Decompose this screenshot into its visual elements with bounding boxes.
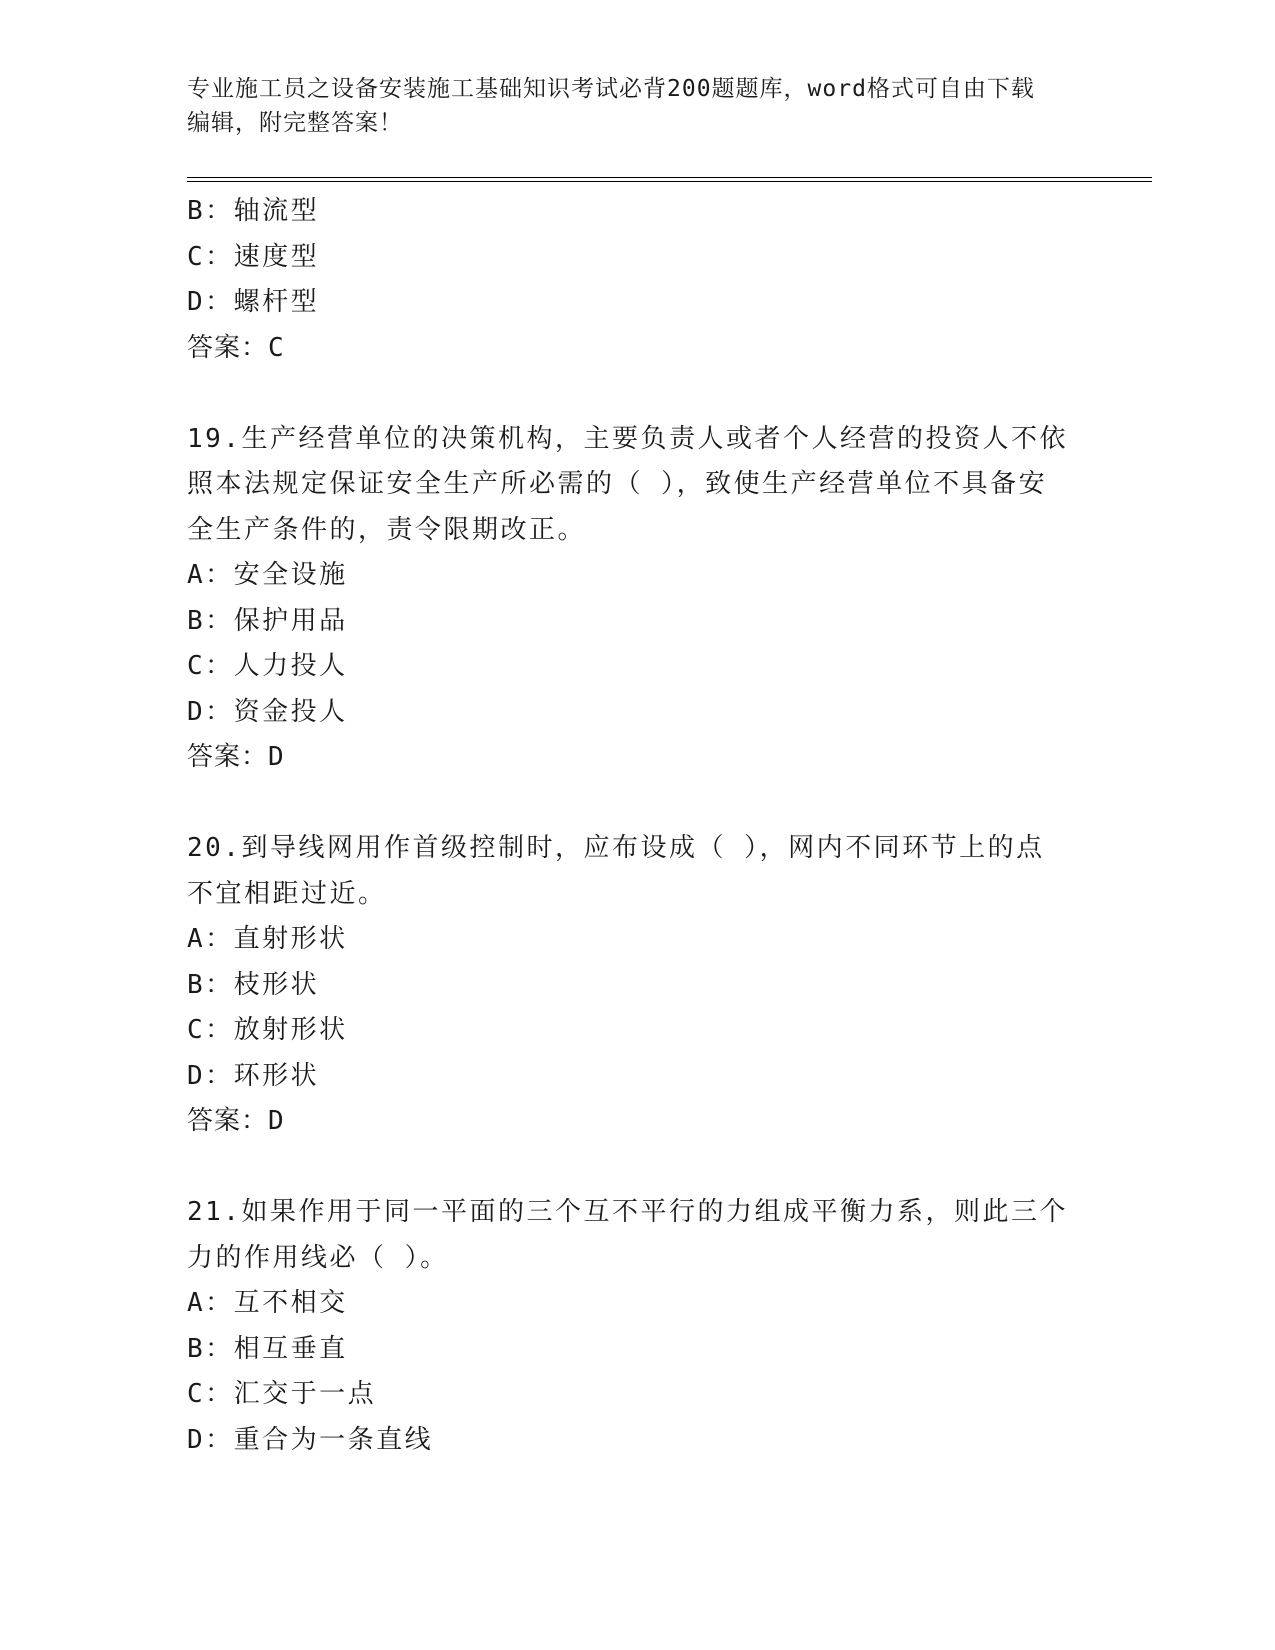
question-text-line: 20.到导线网用作首级控制时，应布设成（ ），网内不同环节上的点 <box>187 833 1045 863</box>
question-text-line: 21.如果作用于同一平面的三个互不平行的力组成平衡力系，则此三个 <box>187 1197 1068 1227</box>
question-text-line: 不宜相距过近。 <box>187 878 387 909</box>
option-d: D：重合为一条直线 <box>187 1424 434 1455</box>
option-d: D：环形状 <box>187 1060 320 1091</box>
question-text-line: 全生产条件的，责令限期改正。 <box>187 514 587 545</box>
question-content <box>187 189 1087 1463</box>
option-b: B：保护用品 <box>187 605 348 636</box>
option-b: B：轴流型 <box>187 196 320 226</box>
option-c: C：人力投人 <box>187 651 348 681</box>
header-title-line-2: 编辑，附完整答案！ <box>187 110 403 136</box>
answer: 答案：C <box>187 332 285 363</box>
header-title-line-1: 专业施工员之设备安装施工基础知识考试必背200题题库，word格式可自由下载 <box>187 76 1035 102</box>
document-header <box>187 72 1087 140</box>
question-text-line: 19.生产经营单位的决策机构，主要负责人或者个人经营的投资人不依 <box>187 423 1068 454</box>
question-text-line: 力的作用线必（ ）。 <box>187 1242 449 1273</box>
option-b: B：枝形状 <box>187 969 320 1000</box>
option-d: D：资金投人 <box>187 696 348 727</box>
question-20 <box>187 826 1087 1145</box>
option-c: C：放射形状 <box>187 1015 348 1045</box>
question-18-continued <box>187 189 1087 371</box>
question-text-line: 照本法规定保证安全生产所必需的（ ），致使生产经营单位不具备安 <box>187 469 1048 499</box>
question-19 <box>187 417 1087 781</box>
option-c: C：汇交于一点 <box>187 1379 377 1409</box>
option-b: B：相互垂直 <box>187 1333 348 1364</box>
answer: 答案：D <box>187 1106 285 1136</box>
option-a: A：安全设施 <box>187 560 348 590</box>
option-a: A：直射形状 <box>187 924 348 954</box>
question-21 <box>187 1190 1087 1463</box>
option-c: C：速度型 <box>187 241 320 272</box>
option-d: D：螺杆型 <box>187 287 320 317</box>
header-divider <box>187 177 1152 182</box>
option-a: A：互不相交 <box>187 1288 348 1318</box>
answer: 答案：D <box>187 742 285 772</box>
